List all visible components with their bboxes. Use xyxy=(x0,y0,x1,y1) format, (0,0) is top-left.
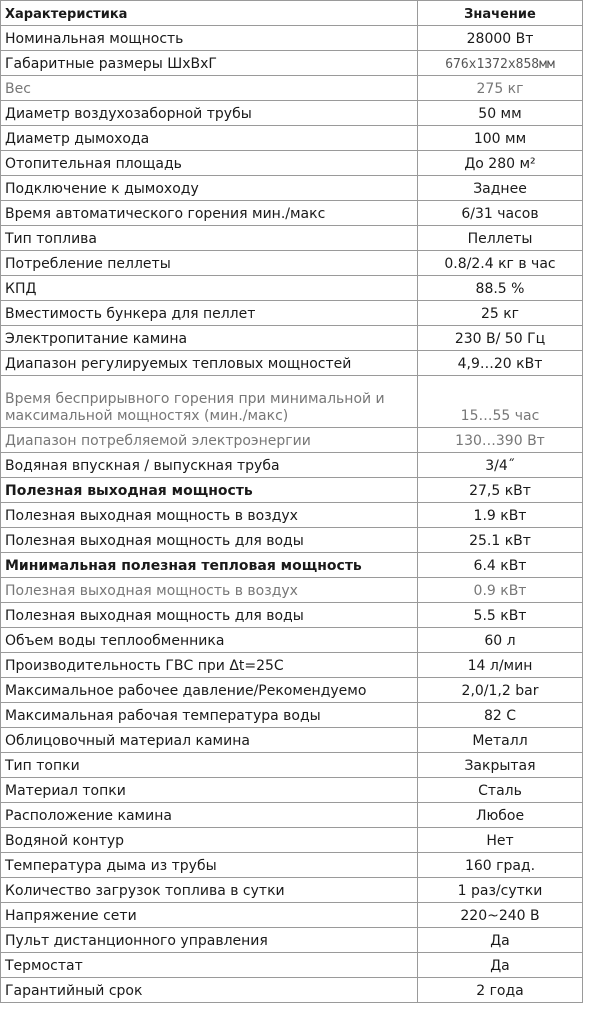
table-row xyxy=(1,603,583,628)
row-value: 15…55 час xyxy=(418,376,583,428)
table-row xyxy=(1,528,583,553)
row-name: Тип топлива xyxy=(1,226,418,251)
table-row xyxy=(1,678,583,703)
row-value: 25.1 кВт xyxy=(418,528,583,553)
table-row xyxy=(1,903,583,928)
table-row xyxy=(1,453,583,478)
row-name: Количество загрузок топлива в сутки xyxy=(1,878,418,903)
row-value: 14 л/мин xyxy=(418,653,583,678)
table-row xyxy=(1,628,583,653)
row-name: Объем воды теплообменника xyxy=(1,628,418,653)
table-row xyxy=(1,151,583,176)
table-row xyxy=(1,728,583,753)
table-row xyxy=(1,653,583,678)
table-row xyxy=(1,201,583,226)
row-name: Полезная выходная мощность xyxy=(1,478,418,503)
row-name: Габаритные размеры ШхВхГ xyxy=(1,51,418,76)
row-name: Максимальное рабочее давление/Рекомендуемо xyxy=(1,678,418,703)
row-name: Вес xyxy=(1,76,418,101)
row-value: 28000 Вт xyxy=(418,26,583,51)
row-name: Облицовочный материал камина xyxy=(1,728,418,753)
row-name: Полезная выходная мощность в воздух xyxy=(1,503,418,528)
table-row xyxy=(1,251,583,276)
row-value: 676x1372x858мм xyxy=(418,51,583,76)
table-row xyxy=(1,76,583,101)
row-name: Тип топки xyxy=(1,753,418,778)
row-value: Сталь xyxy=(418,778,583,803)
row-value: 0.8/2.4 кг в час xyxy=(418,251,583,276)
row-value: Пеллеты xyxy=(418,226,583,251)
row-name: Диаметр дымохода xyxy=(1,126,418,151)
table-row xyxy=(1,376,583,428)
table-row xyxy=(1,126,583,151)
row-value: 230 В/ 50 Гц xyxy=(418,326,583,351)
table-row xyxy=(1,853,583,878)
table-row xyxy=(1,276,583,301)
row-value: 82 C xyxy=(418,703,583,728)
row-name: Время бесприрывного горения при минимальной и максимальной мощностях (мин./макс) xyxy=(1,376,418,428)
row-value: 2 года xyxy=(418,978,583,1003)
row-name: Потребление пеллеты xyxy=(1,251,418,276)
row-value: Нет xyxy=(418,828,583,853)
row-value: 0.9 кВт xyxy=(418,578,583,603)
row-value: 130…390 Вт xyxy=(418,428,583,453)
row-value: 100 мм xyxy=(418,126,583,151)
row-value: 1.9 кВт xyxy=(418,503,583,528)
row-name: Минимальная полезная тепловая мощность xyxy=(1,553,418,578)
row-value: 160 град. xyxy=(418,853,583,878)
table-row xyxy=(1,878,583,903)
table-row xyxy=(1,326,583,351)
row-value: 1 раз/сутки xyxy=(418,878,583,903)
row-value: Металл xyxy=(418,728,583,753)
row-value: 2,0/1,2 bar xyxy=(418,678,583,703)
row-value: До 280 м² xyxy=(418,151,583,176)
row-name: Напряжение сети xyxy=(1,903,418,928)
row-value: 27,5 кВт xyxy=(418,478,583,503)
row-name: Пульт дистанционного управления xyxy=(1,928,418,953)
row-value: 220~240 В xyxy=(418,903,583,928)
row-name: Диаметр воздухозаборной трубы xyxy=(1,101,418,126)
table-row xyxy=(1,51,583,76)
table-row xyxy=(1,351,583,376)
row-name: Диапазон потребляемой электроэнергии xyxy=(1,428,418,453)
row-name: Расположение камина xyxy=(1,803,418,828)
row-value: 6/31 часов xyxy=(418,201,583,226)
row-name: Вместимость бункера для пеллет xyxy=(1,301,418,326)
table-row xyxy=(1,578,583,603)
table-row xyxy=(1,803,583,828)
row-name: Температура дыма из трубы xyxy=(1,853,418,878)
table-row xyxy=(1,226,583,251)
row-name: Время автоматического горения мин./макс xyxy=(1,201,418,226)
row-value: 25 кг xyxy=(418,301,583,326)
row-name: Номинальная мощность xyxy=(1,26,418,51)
row-value: 5.5 кВт xyxy=(418,603,583,628)
table-row xyxy=(1,301,583,326)
table-row xyxy=(1,828,583,853)
row-name: Полезная выходная мощность для воды xyxy=(1,603,418,628)
table-row xyxy=(1,928,583,953)
table-row xyxy=(1,978,583,1003)
row-name: Производительность ГВС при Δt=25C xyxy=(1,653,418,678)
table-row xyxy=(1,428,583,453)
header-characteristic: Характеристика xyxy=(1,1,418,26)
table-row xyxy=(1,503,583,528)
row-name: КПД xyxy=(1,276,418,301)
row-name: Отопительная площадь xyxy=(1,151,418,176)
table-header-row xyxy=(1,1,583,26)
table-row xyxy=(1,101,583,126)
row-value: 275 кг xyxy=(418,76,583,101)
row-value: 60 л xyxy=(418,628,583,653)
row-value: 88.5 % xyxy=(418,276,583,301)
row-name: Максимальная рабочая температура воды xyxy=(1,703,418,728)
row-value: 3/4˝ xyxy=(418,453,583,478)
row-name: Термостат xyxy=(1,953,418,978)
row-value: 6.4 кВт xyxy=(418,553,583,578)
row-value: Заднее xyxy=(418,176,583,201)
table-row xyxy=(1,753,583,778)
row-name: Полезная выходная мощность для воды xyxy=(1,528,418,553)
table-row xyxy=(1,478,583,503)
row-name: Подключение к дымоходу xyxy=(1,176,418,201)
row-name: Водяной контур xyxy=(1,828,418,853)
table-row xyxy=(1,953,583,978)
table-row xyxy=(1,703,583,728)
table-row xyxy=(1,26,583,51)
row-value: 50 мм xyxy=(418,101,583,126)
table-row xyxy=(1,778,583,803)
row-value: Да xyxy=(418,928,583,953)
table-row xyxy=(1,553,583,578)
row-name: Полезная выходная мощность в воздух xyxy=(1,578,418,603)
table-row xyxy=(1,176,583,201)
row-value: 4,9…20 кВт xyxy=(418,351,583,376)
row-value: Закрытая xyxy=(418,753,583,778)
row-name: Водяная впускная / выпускная труба xyxy=(1,453,418,478)
row-name: Материал топки xyxy=(1,778,418,803)
row-name: Гарантийный срок xyxy=(1,978,418,1003)
row-name: Диапазон регулируемых тепловых мощностей xyxy=(1,351,418,376)
row-name: Электропитание камина xyxy=(1,326,418,351)
row-value: Любое xyxy=(418,803,583,828)
row-value: Да xyxy=(418,953,583,978)
header-value: Значение xyxy=(418,1,583,26)
